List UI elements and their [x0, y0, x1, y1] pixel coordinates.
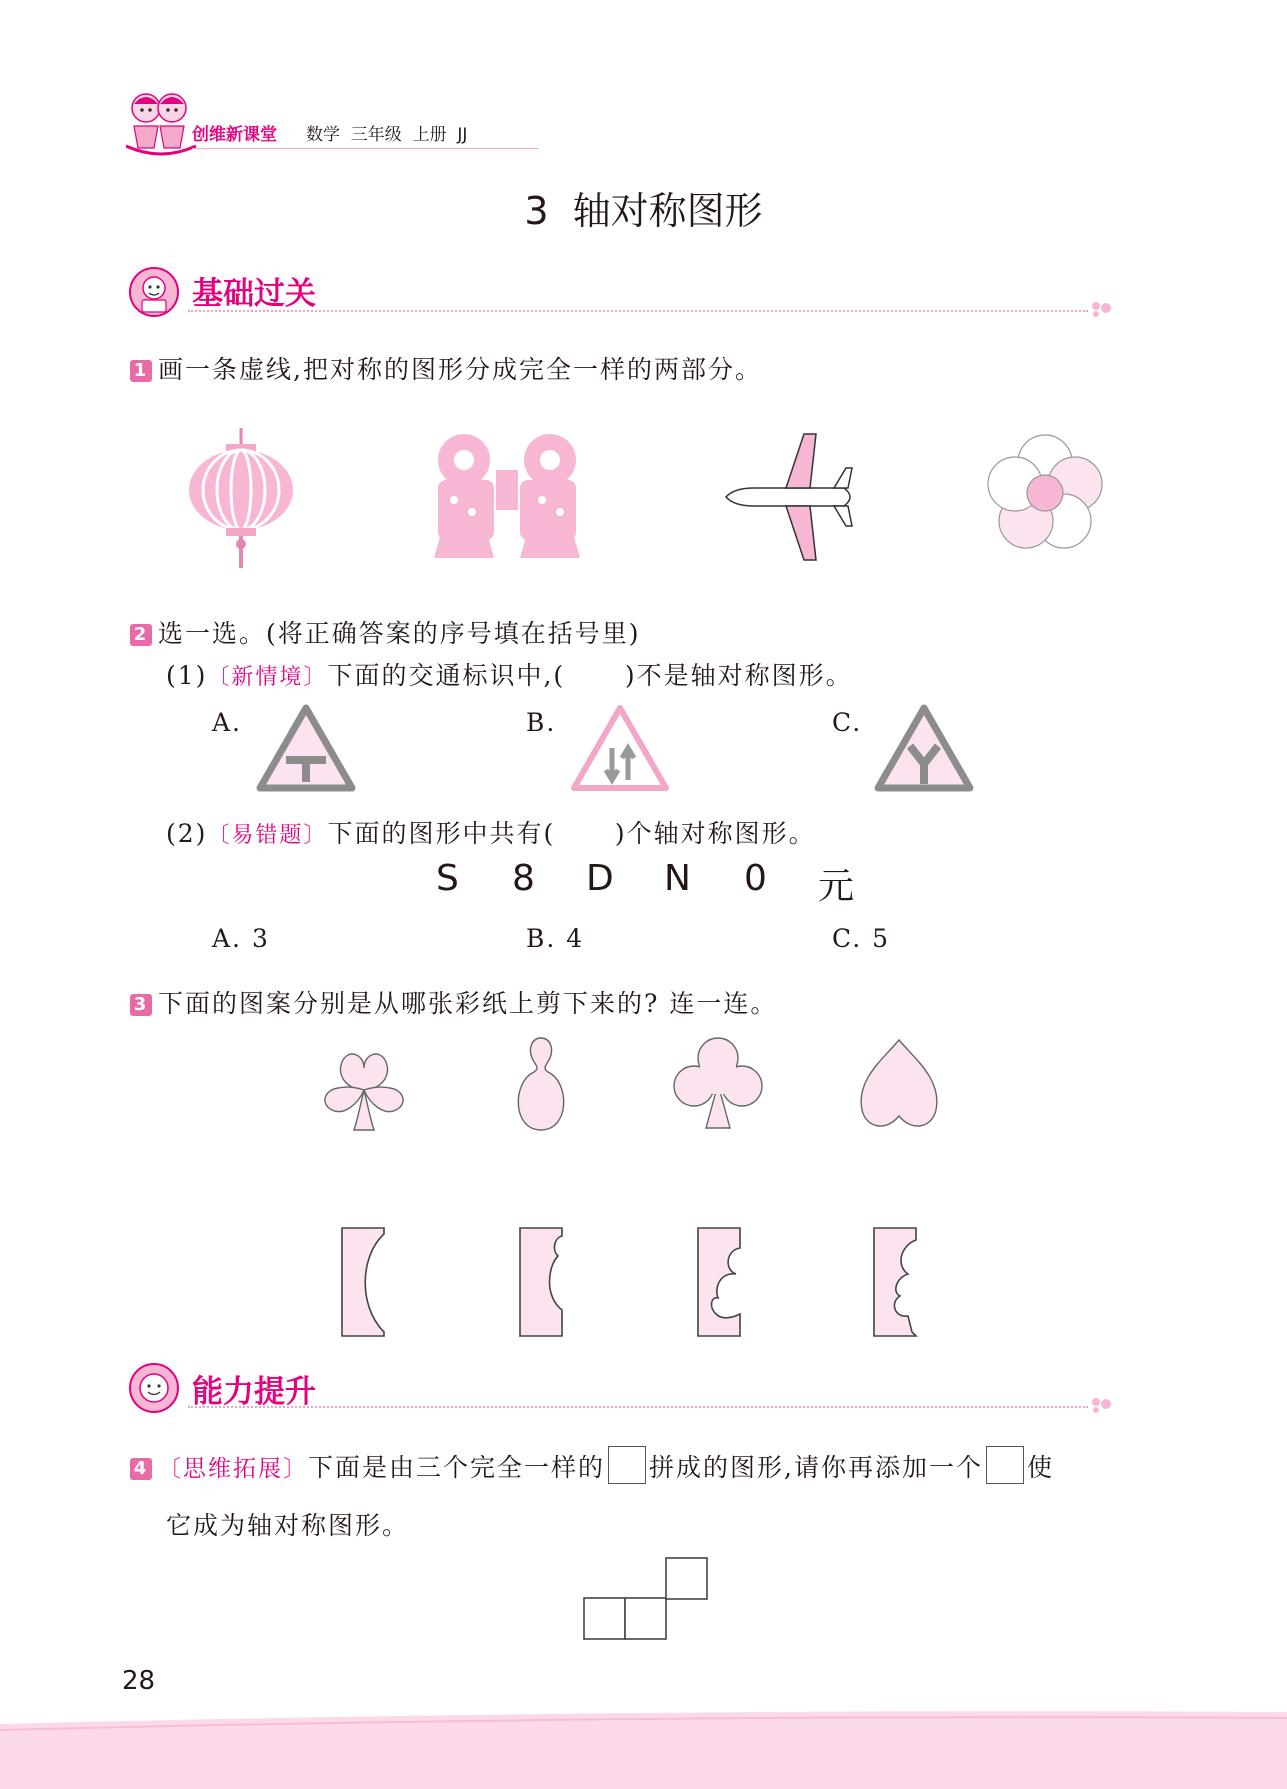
header — [120, 78, 540, 156]
question-1 — [130, 350, 762, 386]
y-junction-sign-icon — [874, 704, 974, 792]
brand-name: 创维新课堂 — [192, 125, 277, 145]
sub2-tag: 〔易错题〕 — [207, 823, 328, 848]
question-4-tag: 〔思维拓展〕 — [158, 1456, 308, 1482]
question-4-text-2: 拼成的图形,请你再添加一个 — [649, 1453, 983, 1482]
square-icon — [608, 1446, 646, 1484]
option-c-label: C. — [832, 708, 863, 737]
book-info: 数学 三年级 上册 JJ — [306, 125, 468, 145]
two-way-traffic-sign-icon — [570, 704, 670, 792]
choice-a: A. 3 — [212, 924, 270, 953]
lantern-icon — [186, 428, 296, 568]
paper-gourd-half-icon — [518, 1226, 566, 1338]
section-badge-icon — [128, 266, 180, 318]
choice-c: C. 5 — [832, 924, 891, 953]
paper-cut-dolls-icon — [424, 430, 590, 558]
question-2-text: 选一选。(将正确答案的序号填在括号里) — [158, 619, 641, 648]
sub1-tag: 〔新情境〕 — [207, 665, 328, 690]
question-2-sub2 — [166, 814, 816, 850]
club-icon — [670, 1034, 766, 1130]
header-underline — [192, 148, 538, 149]
footer-band — [0, 1700, 1287, 1789]
page-number: 28 — [122, 1666, 156, 1696]
symbol-8: 8 — [512, 858, 535, 899]
symbol-d: D — [586, 858, 614, 899]
flower-icon — [986, 434, 1104, 552]
section-header-advanced — [128, 1358, 1128, 1416]
page-title: 3 轴对称图形 — [524, 189, 763, 233]
section-badge-icon — [128, 1362, 180, 1414]
symbol-0: 0 — [744, 858, 767, 899]
decor-dots-icon — [1090, 298, 1120, 318]
sub1-prefix: (1) — [166, 661, 208, 690]
paper-arc-icon — [340, 1226, 388, 1338]
question-2-number: 2 — [130, 624, 152, 646]
symbol-s: S — [436, 858, 459, 899]
sub2-prefix: (2) — [166, 819, 208, 848]
question-1-number: 1 — [130, 360, 152, 382]
question-4-line-2: 它成为轴对称图形。 — [166, 1511, 410, 1540]
question-4-text-1: 下面是由三个完全一样的 — [308, 1453, 606, 1482]
square-icon — [986, 1446, 1024, 1484]
section-header-basic — [128, 262, 1128, 320]
question-3-number: 3 — [130, 994, 152, 1016]
heart-icon — [856, 1036, 942, 1132]
question-2 — [130, 614, 641, 650]
symbol-n: N — [664, 858, 691, 899]
paper-clover-half-icon — [872, 1226, 920, 1338]
airplane-icon — [724, 430, 858, 564]
paper-club-half-icon — [696, 1226, 744, 1338]
gourd-icon — [512, 1034, 570, 1134]
option-b-label: B. — [526, 708, 557, 737]
question-4-text-3: 使 — [1026, 1453, 1054, 1482]
section-title-basic: 基础过关 — [192, 276, 316, 312]
clover-icon — [318, 1046, 410, 1132]
question-4-number: 4 — [130, 1458, 152, 1480]
choice-b: B. 4 — [526, 924, 585, 953]
question-2-sub1 — [166, 656, 853, 692]
question-4 — [130, 1446, 1054, 1484]
question-3 — [130, 984, 777, 1020]
question-1-text: 画一条虚线,把对称的图形分成完全一样的两部分。 — [158, 355, 762, 384]
section-divider — [188, 1406, 1088, 1408]
three-squares-figure[interactable] — [582, 1556, 710, 1642]
symbol-yuan: 元 — [818, 866, 855, 907]
t-junction-sign-icon — [256, 704, 356, 792]
mascot-kids-icon — [126, 86, 196, 158]
sub1-text: 下面的交通标识中,( )不是轴对称图形。 — [327, 661, 853, 690]
section-title-advanced: 能力提升 — [192, 1374, 316, 1410]
decor-dots-icon — [1090, 1394, 1120, 1414]
option-a-label: A. — [212, 708, 243, 737]
sub2-text: 下面的图形中共有( )个轴对称图形。 — [327, 819, 816, 848]
section-divider — [188, 310, 1088, 312]
question-3-text: 下面的图案分别是从哪张彩纸上剪下来的? 连一连。 — [158, 989, 778, 1018]
